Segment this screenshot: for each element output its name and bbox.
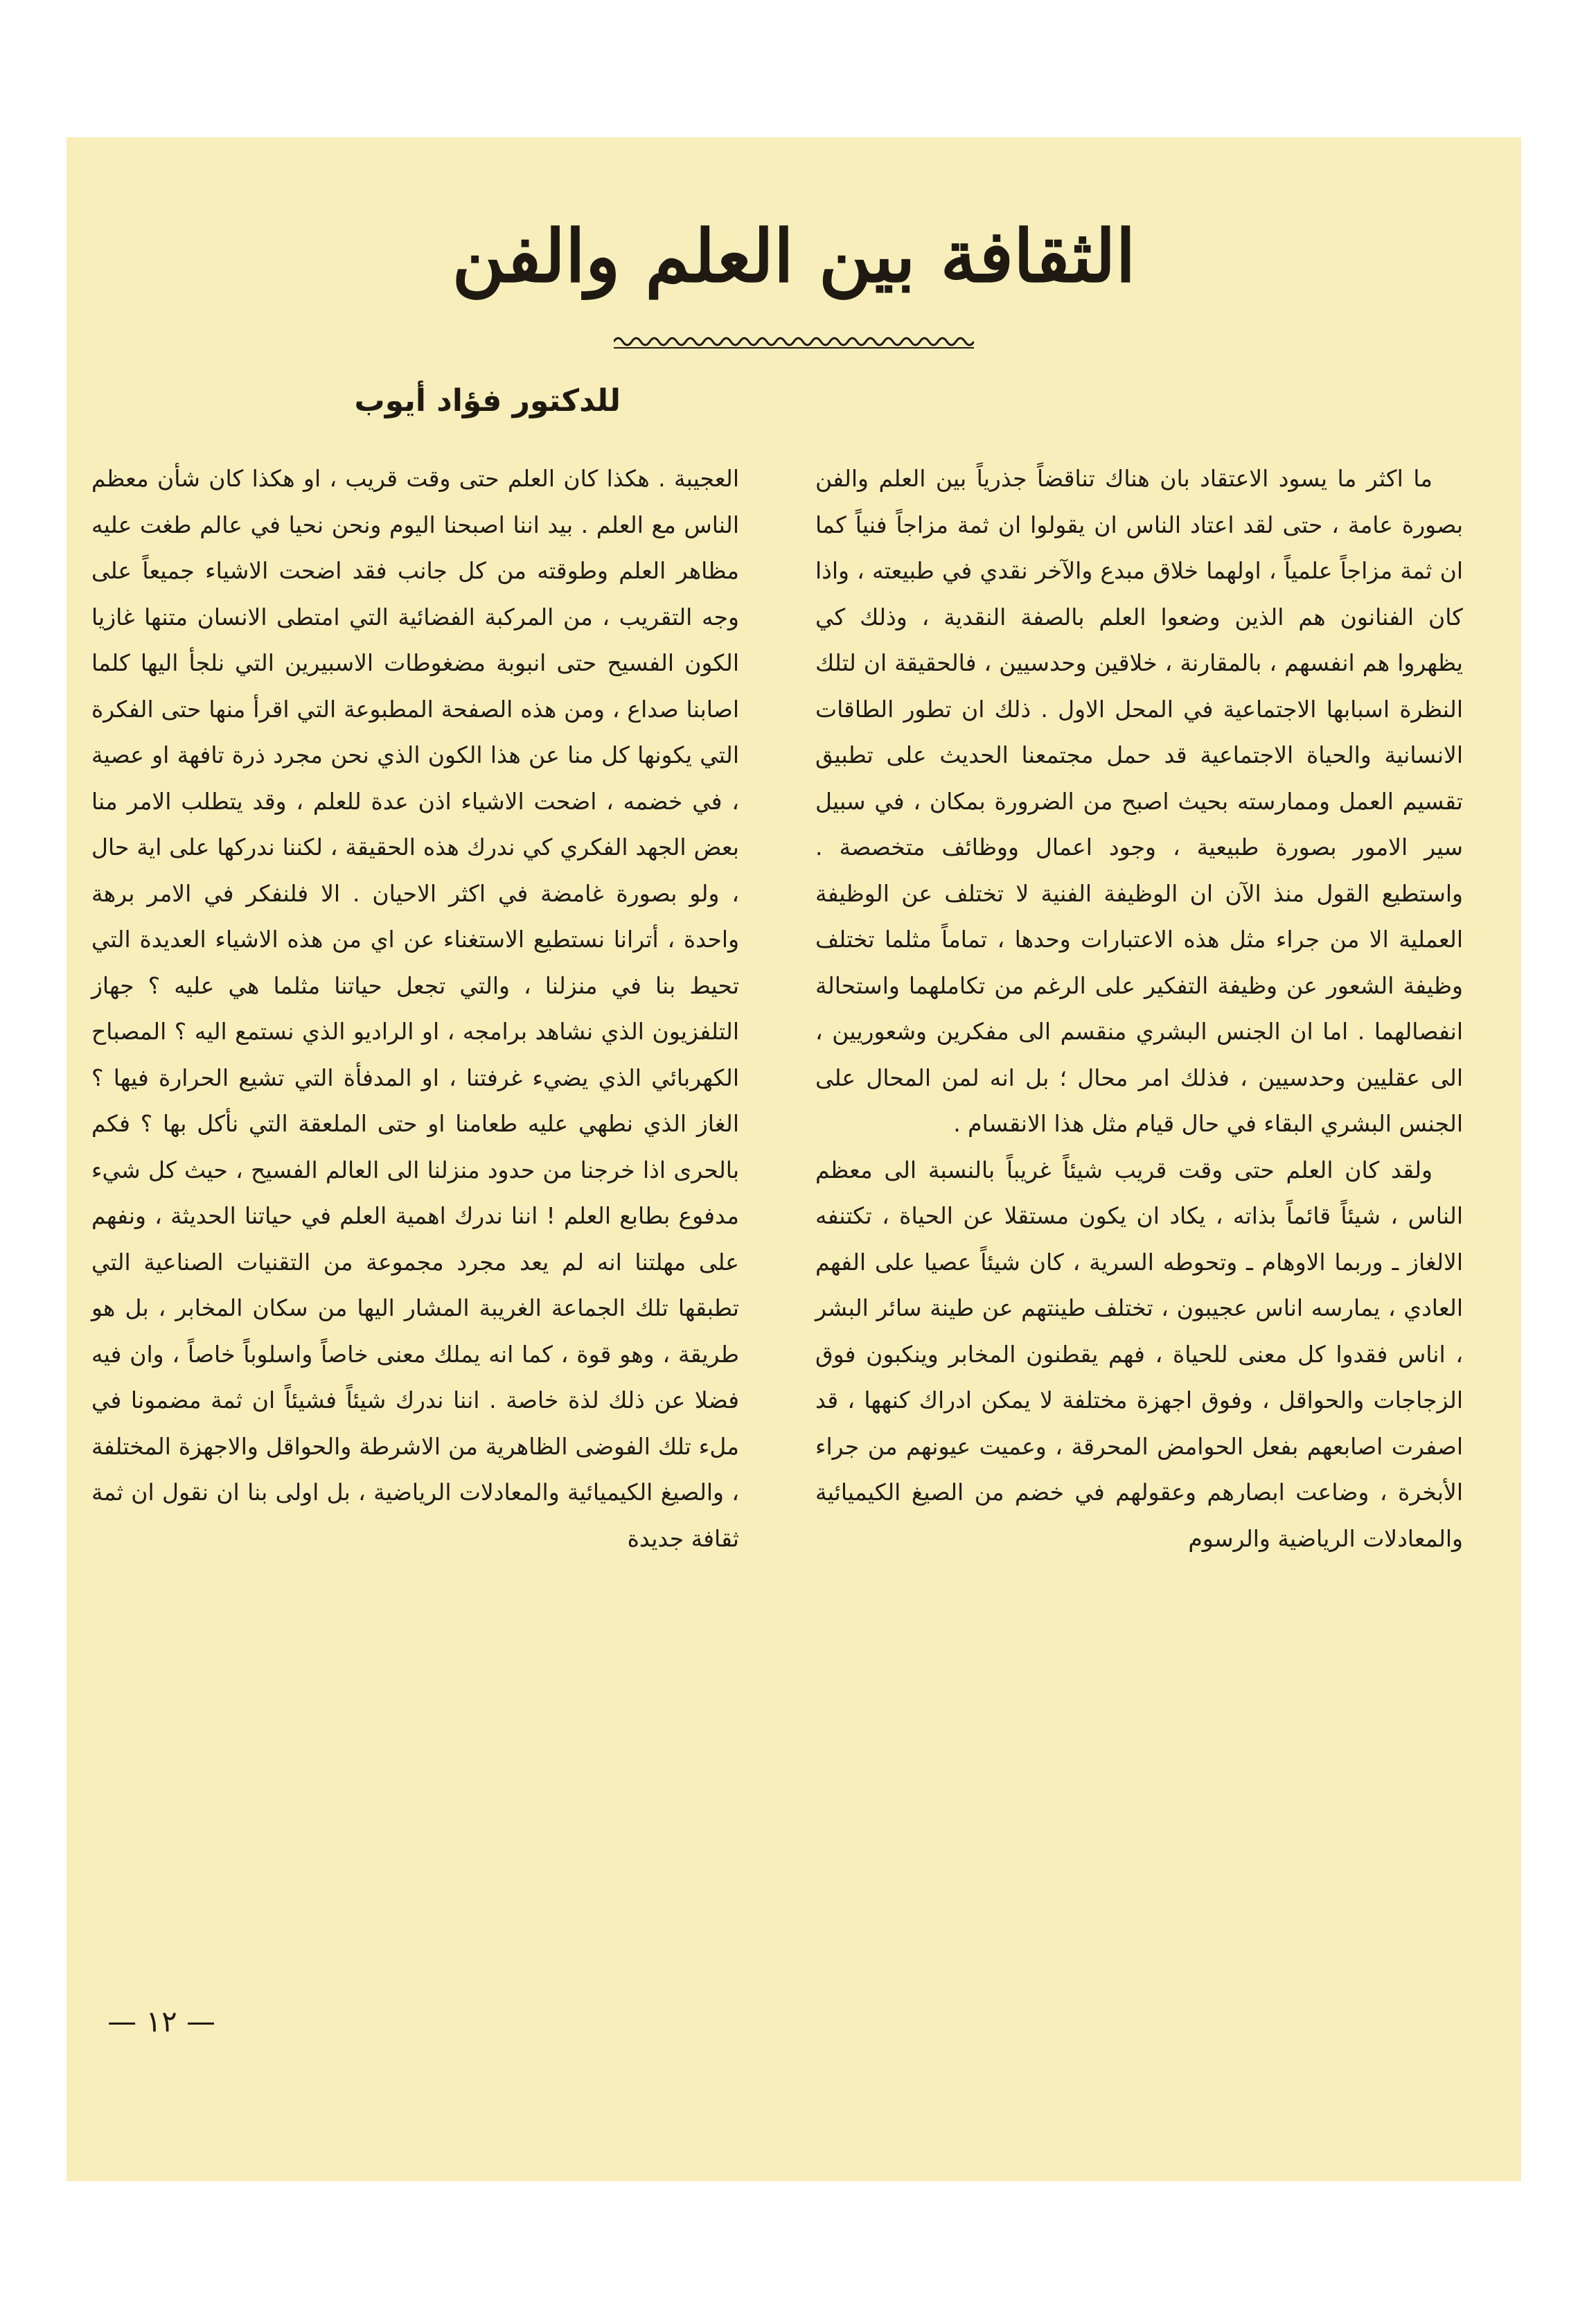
magazine-page xyxy=(66,137,1521,2181)
page-number-container xyxy=(66,2005,714,2038)
text-column-left xyxy=(91,456,739,1562)
article-title: الثقافة بين العلم والفن xyxy=(452,213,1136,299)
page-number: — ١٢ — xyxy=(107,2005,215,2038)
title-underline-ornament xyxy=(614,333,974,351)
paragraph: ولقد كان العلم حتى وقت قريب شيئاً غريباً بالنسبة الى معظم الناس ، شيئاً قائماً بذاته ، يكاد ان يكون مستقلا عن الحياة ، تكتنفه الالغاز ـ وربما الاوهام ـ وتحوطه السرية ، كان شيئاً عصيا على الفهم العادي ، يمارسه اناس عجيبون ، تختلف طينتهم عن طينة سائر البشر ، اناس فقدوا كل معنى للحياة ، فهم يقطنون المخابر وينكبون فوق الزجاجات والحواقل ، وفوق اجهزة مختلفة لا يمكن ادراك كنهها ، قد اصفرت اصابعهم بفعل الحوامض المحرقة ، وعميت عيونهم من جراء الأبخرة ، وضاعت ابصارهم وعقولهم في خضم من الصيغ الكيميائية والمعادلات الرياضية والرسوم xyxy=(815,1156,1463,1552)
paragraph: ما اكثر ما يسود الاعتقاد بان هناك تناقضاً جذرياً بين العلم والفن بصورة عامة ، حتى لقد اعتاد الناس ان يقولوا ان ثمة مزاجاً فنياً كما ان ثمة مزاجاً علمياً ، اولهما خلاق مبدع والآخر نقدي في طبيعته ، واذا كان الفنانون هم الذين وضعوا العلم بالصفة النقدية ، وذلك كي يظهروا هم انفسهم ، بالمقارنة ، خلاقين وحدسيين ، فالحقيقة ان لتلك النظرة اسبابها الاجتماعية في المحل الاول . ذلك ان تطور الطاقات الانسانية والحياة الاجتماعية قد حمل مجتمعنا الحديث على تطبيق تقسيم العمل وممارسته بحيث اصبح من الضرورة بمكان ، في سبيل سير الامور بصورة طبيعية ، وجود اعمال ووظائف متخصصة . واستطيع القول منذ الآن ان الوظيفة الفنية لا تختلف عن الوظيفة العملية الا من جراء مثل هذه الاعتبارات وحدها ، تماماً مثلما تختلف وظيفة الشعور عن وظيفة التفكير على الرغم من تكاملهما واستحالة انفصالهما . اما ان الجنس البشري منقسم الى مفكرين وشعوريين ، الى عقليين وحدسيين ، فذلك امر محال ؛ بل انه لمن المحال على الجنس البشري البقاء في حال قيام مثل هذا الانقسام . xyxy=(815,465,1463,1137)
article-author: للدكتور فؤاد أيوب xyxy=(354,383,621,419)
paragraph: العجيبة . هكذا كان العلم حتى وقت قريب ، او هكذا كان شأن معظم الناس مع العلم . بيد اننا اصبحنا اليوم ونحن نحيا في عالم طغت عليه مظاهر العلم وطوقته من كل جانب فقد اضحت الاشياء جميعاً على وجه التقريب ، من المركبة الفضائية التي امتطى الانسان متنها غازيا الكون الفسيح حتى انبوبة مضغوطات الاسبيرين التي نلجأ اليها كلما اصابنا صداع ، ومن هذه الصفحة المطبوعة التي اقرأ منها حتى الفكرة التي يكونها كل منا عن هذا الكون الذي نحن مجرد ذرة تافهة او عصية ، في خضمه ، اضحت الاشياء اذن عدة للعلم ، وقد يتطلب الامر منا بعض الجهد الفكري كي ندرك هذه الحقيقة ، لكننا ندركها على اية حال ، ولو بصورة غامضة في اكثر الاحيان . الا فلنفكر في الامر برهة واحدة ، أترانا نستطيع الاستغناء عن اي من هذه الاشياء العديدة التي تحيط بنا في منزلنا ، والتي تجعل حياتنا مثلما هي عليه ؟ جهاز التلفزيون الذي نشاهد برامجه ، او الراديو الذي نستمع اليه ؟ المصباح الكهربائي الذي يضيء غرفتنا ، او المدفأة التي تشيع الحرارة فيها ؟ الغاز الذي نطهي عليه طعامنا او حتى الملعقة التي نأكل بها ؟ فكم بالحرى اذا خرجنا من حدود منزلنا الى العالم الفسيح ، حيث كل شيء مدفوع بطابع العلم ! اننا ندرك اهمية العلم في حياتنا الحديثة ، ونفهم على مهلتنا انه لم يعد مجرد مجموعة من التقنيات الصناعية التي تطبقها تلك الجماعة الغريبة المشار اليها من سكان المخابر ، بل هو طريقة ، وهو قوة ، كما انه يملك معنى خاصاً واسلوباً خاصاً ، وان فيه فضلا عن ذلك لذة خاصة . اننا ندرك شيئاً فشيئاً ان ثمة مضمونا في ملء تلك الفوضى الظاهرية من الاشرطة والحواقل والاجهزة المختلفة ، والصيغ الكيميائية والمعادلات الرياضية ، بل اولى بنا ان نقول ان ثمة ثقافة جديدة xyxy=(91,465,739,1552)
text-column-right xyxy=(815,456,1463,1562)
